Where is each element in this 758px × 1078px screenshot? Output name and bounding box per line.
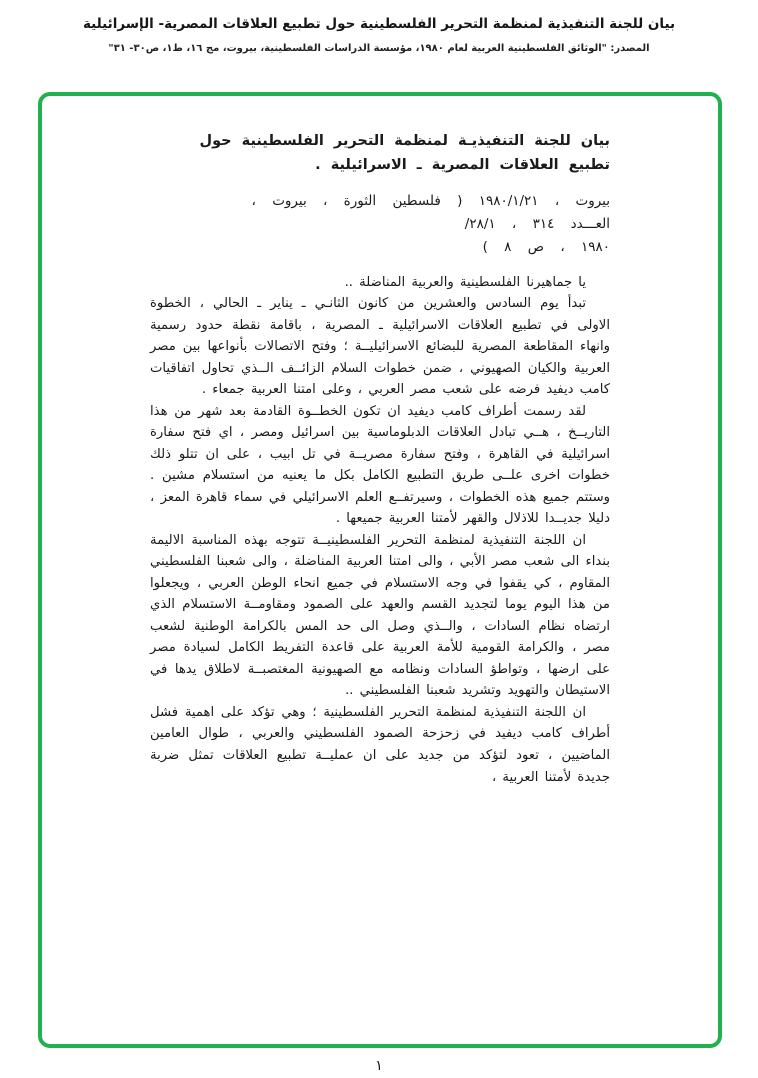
- paragraph: تبدأ يوم السادس والعشرين من كانون الثانـي ـ يناير ـ الحالي ، الخطوة الاولى في تطبيع العلاقات الاسرائيلية ـ المصرية ، باقامة نقطة حدود رسمية وانهاء المقاطعة المصرية للبضائع الاسرائيليــة ؛ وفتح الاتصالات بأنواعها بين مصر العربية والكيان الصهيوني ، ضمن خطوات السلام الزائــف الــذي تحاول اتفاقيات كامب ديفيد فرضه على شعب مصر العربي ، وعلى امتنا العربية جمعاء .: [150, 296, 610, 398]
- document-citation: [150, 190, 610, 259]
- page-number: ١: [375, 1058, 383, 1074]
- document-title-line-2: تطبيع العلاقات المصرية ـ الاسرائيلية .: [315, 156, 610, 173]
- paragraph: لقد رسمت أطراف كامب ديفيد ان تكون الخطــوة القادمة بعد شهر من هذا التاريــخ ، هــي تبادل العلاقات الدبلوماسية بين اسرائيل ومصر ، اي فتح سفارة اسرائيلية في القاهرة ، وفتح سفارة مصريــة في تل ابيب ، على ان تتلو ذلك خطوات اخرى علــى طريق التطبيع الكامل بكل ما يعنيه من استسلام مشين . وستتم جميع هذه الخطوات ، وسيرتفــع العلم الاسرائيلي في سماء قاهرة المعز ، دليلا جديــدا للاذلال والقهر لأمتنا العربية جميعها .: [150, 403, 610, 527]
- document-title-line-1: بيان للجنة التنفيذيـة لمنظمة التحرير الفلسطينية حول: [199, 133, 610, 149]
- document-body: [150, 272, 610, 788]
- scanned-document-content: [150, 130, 610, 788]
- citation-line-2: العـــدد ٣١٤ ، ٢٨/١/: [464, 215, 610, 232]
- paragraph: ان اللجنة التنفيذية لمنظمة التحرير الفلسطينية ؛ وهي تؤكد على اهمية فشل أطراف كامب ديفيد في زحزحة الصمود الفلسطيني والعربي ، طوال العامين الماضيين ، تعود لتؤكد من جديد على ان عمليــة تطبيع العلاقات تمثل ضربة جديدة لأمتنا العربية ،: [150, 704, 610, 785]
- citation-line-3: ١٩٨٠ ، ص ٨ ): [482, 238, 610, 255]
- paragraph: يا جماهيرنا الفلسطينية والعربية المناضلة ..: [344, 274, 586, 290]
- paragraph: ان اللجنة التنفيذية لمنظمة التحرير الفلسطينيــة تتوجه بهذه المناسبة الاليمة بنداء الى شعب مصر الأبي ، والى امتنا العربية المناضلة ، والى شعبنا الفلسطيني المقاوم ، كي يقفوا في وجه الاستسلام في جميع انحاء الوطن العربي ، ويجعلوا من هذا اليوم يوما لتجديد القسم والعهد على الصمود ومقاومــة الاستسلام الذي ارتضاه نظام السادات ، والــذي وصل الى حد المس بالكرامة الوطنية لشعب مصر ، والكرامة القومية للأمة العربية على قاعدة التفريط الكامل لسيادة مصر على ارضها ، وتواطؤ السادات ونظامه مع الصهيونية المغتصبــة لاطلاق يدها في الاستيطان والتهويد وتشريد شعبنا الفلسطيني ..: [150, 532, 610, 699]
- document-title: [150, 130, 610, 178]
- page-header: [0, 0, 758, 54]
- scanned-document-frame: [38, 92, 722, 1048]
- document-header-title: بيان للجنة التنفيذية لمنظمة التحرير الفلسطينية حول تطبيع العلاقات المصرية- الإسرائيلية: [82, 16, 676, 32]
- citation-line-1: بيروت ، ١٩٨٠/١/٢١ ( فلسطين الثورة ، بيروت ،: [251, 192, 610, 209]
- document-source-line: المصدر: "الوثائق الفلسطينية العربية لعام ١٩٨٠، مؤسسة الدراسات الفلسطينية، بيروت، مج ١٦، ط١، ص٣٠- ٣١": [108, 43, 650, 54]
